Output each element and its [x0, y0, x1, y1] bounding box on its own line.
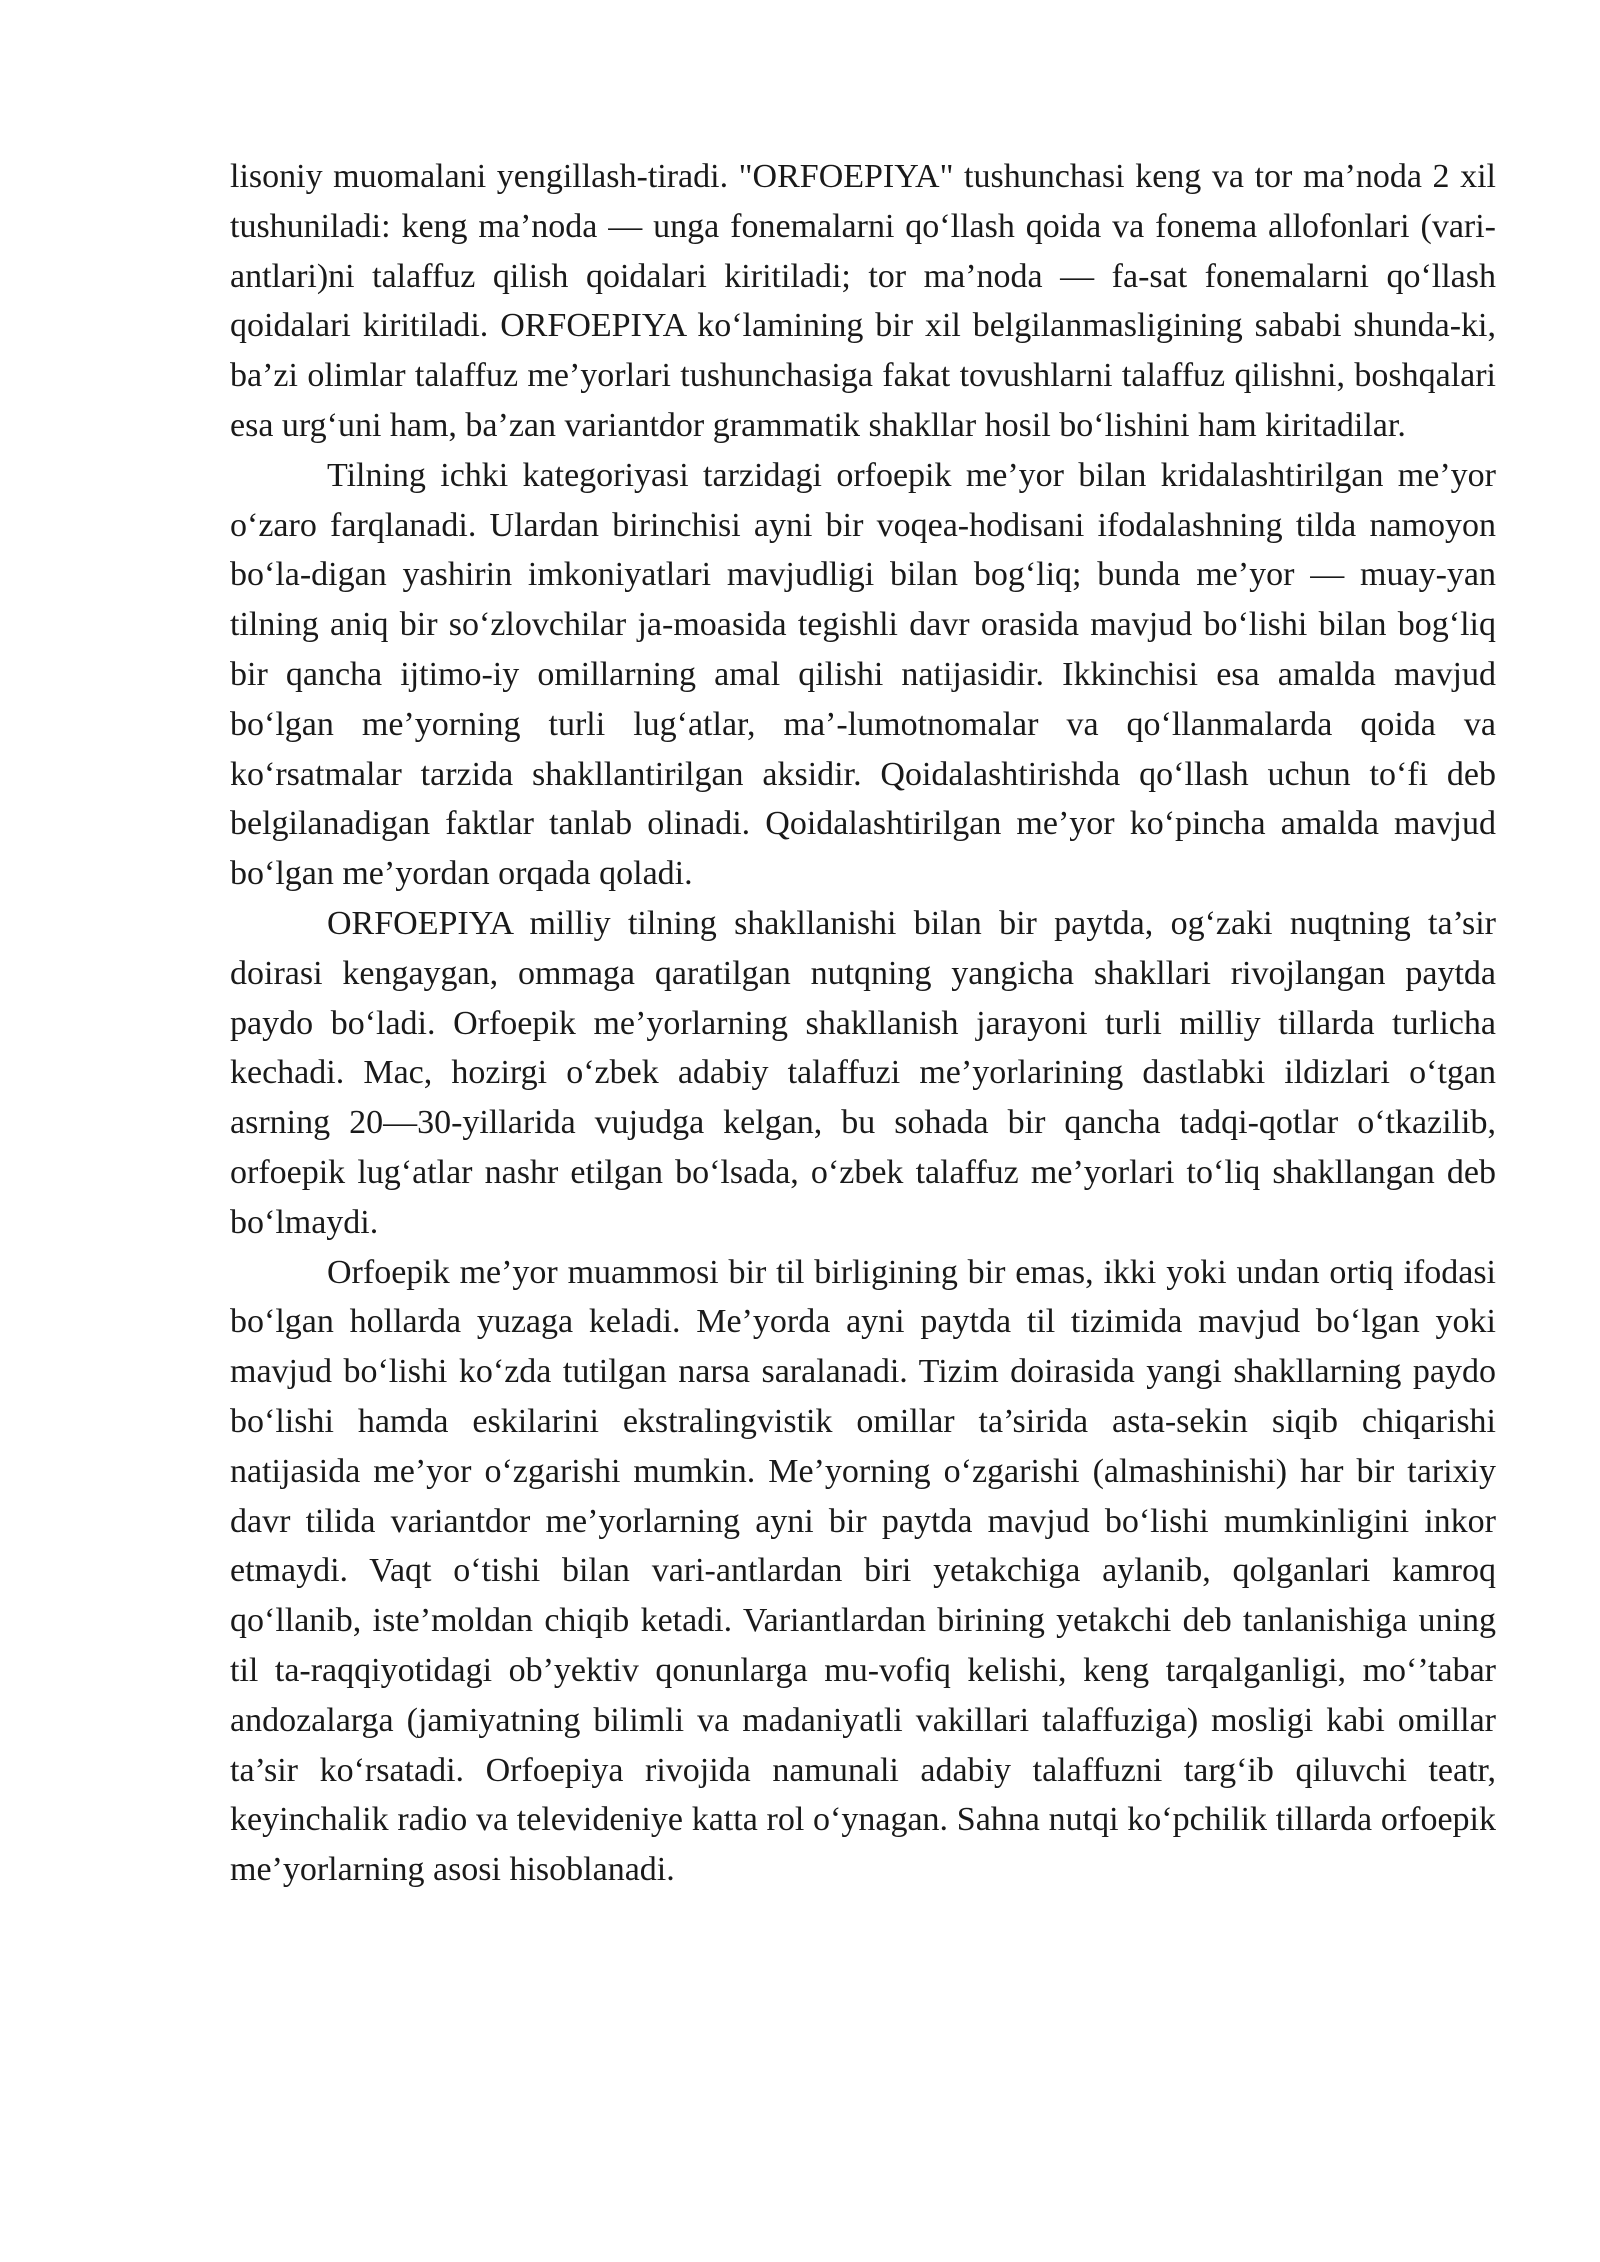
paragraph-4: Orfoepik me’yor muammosi bir til birligining bir emas, ikki yoki undan ortiq ifodasi bo‘lgan hollarda yuzaga keladi. Me’yorda ayni paytda til tizimida mavjud bo‘lgan yoki mavjud bo‘lishi ko‘zda tutilgan narsa saralanadi. Tizim doirasida yangi shakllarning paydo bo‘lishi hamda eskilarini ekstralingvistik omillar ta’sirida asta-sekin siqib chiqarishi natijasida me’yor o‘zgarishi mumkin. Me’yorning o‘zgarishi (almashinishi) har bir tarixiy davr tilida variantdor me’yorlarning ayni bir paytda mavjud bo‘lishi mumkinligini inkor etmaydi. Vaqt o‘tishi bilan vari-antlardan biri yetakchiga aylanib, qolganlari kamroq qo‘llanib, iste’moldan chiqib ketadi. Variantlardan birining yetakchi deb tanlanishiga uning til ta-raqqiyotidagi ob’yektiv qonunlarga mu-vofiq kelishi, keng tarqalganligi, mo‘’tabar andozalarga (jamiyatning bilimli va madaniyatli vakillari talaffuziga) mosligi kabi omillar ta’sir ko‘rsatadi. Orfoepiya rivojida namunali adabiy talaffuzni targ‘ib qiluvchi teatr, keyinchalik radio va televideniye katta rol o‘ynagan. Sahna nutqi ko‘pchilik tillarda orfoepik me’yorlarning asosi hisoblanadi.	[230, 1253, 1496, 1889]
document-page	[230, 152, 1496, 1895]
paragraph-1: lisoniy muomalani yengillash-tiradi. "ORFOEPIYA" tushunchasi keng va tor ma’noda 2 xil tushuniladi: keng ma’noda — unga fonemalarni qo‘llash qoida va fonema allofonlari (vari-antlari)ni talaffuz qilish qoidalari kiritiladi; tor ma’noda — fa-sat fonemalarni qo‘llash qoidalari kiritiladi. ORFOEPIYA ko‘lamining bir xil belgilanmasligining sababi shunda-ki, ba’zi olimlar talaffuz me’yorlari tushunchasiga fakat tovushlarni talaffuz qilishni, boshqalari esa urg‘uni ham, ba’zan variantdor grammatik shakllar hosil bo‘lishini ham kiritadilar.	[230, 158, 1496, 444]
paragraph-3: ORFOEPIYA milliy tilning shakllanishi bilan bir paytda, og‘zaki nuqtning ta’sir doirasi kengaygan, ommaga qaratilgan nutqning yangicha shakllari rivojlangan paytda paydo bo‘ladi. Orfoepik me’yorlarning shakllanish jarayoni turli milliy tillarda turlicha kechadi. Mac, hozirgi o‘zbek adabiy talaffuzi me’yorlarining dastlabki ildizlari o‘tgan asrning 20—30-yillarida vujudga kelgan, bu sohada bir qancha tadqi-qotlar o‘tkazilib, orfoepik lug‘atlar nashr etilgan bo‘lsada, o‘zbek talaffuz me’yorlari to‘liq shakllangan deb bo‘lmaydi.	[230, 904, 1496, 1241]
paragraph-2: Tilning ichki kategoriyasi tarzidagi orfoepik me’yor bilan kridalashtirilgan me’yor o‘zaro farqlanadi. Ulardan birinchisi ayni bir voqea-hodisani ifodalashning tilda namoyon bo‘la-digan yashirin imkoniyatlari mavjudligi bilan bog‘liq; bunda me’yor — muay-yan tilning aniq bir so‘zlovchilar ja-moasida tegishli davr orasida mavjud bo‘lishi bilan bog‘liq bir qancha ijtimo-iy omillarning amal qilishi natijasidir. Ikkinchisi esa amalda mavjud bo‘lgan me’yorning turli lug‘atlar, ma’-lumotnomalar va qo‘llanmalarda qoida va ko‘rsatmalar tarzida shakllantirilgan aksidir. Qoidalashtirishda qo‘llash uchun to‘fi deb belgilanadigan faktlar tanlab olinadi. Qoidalashtirilgan me’yor ko‘pincha amalda mavjud bo‘lgan me’yordan orqada qoladi.	[230, 456, 1496, 893]
